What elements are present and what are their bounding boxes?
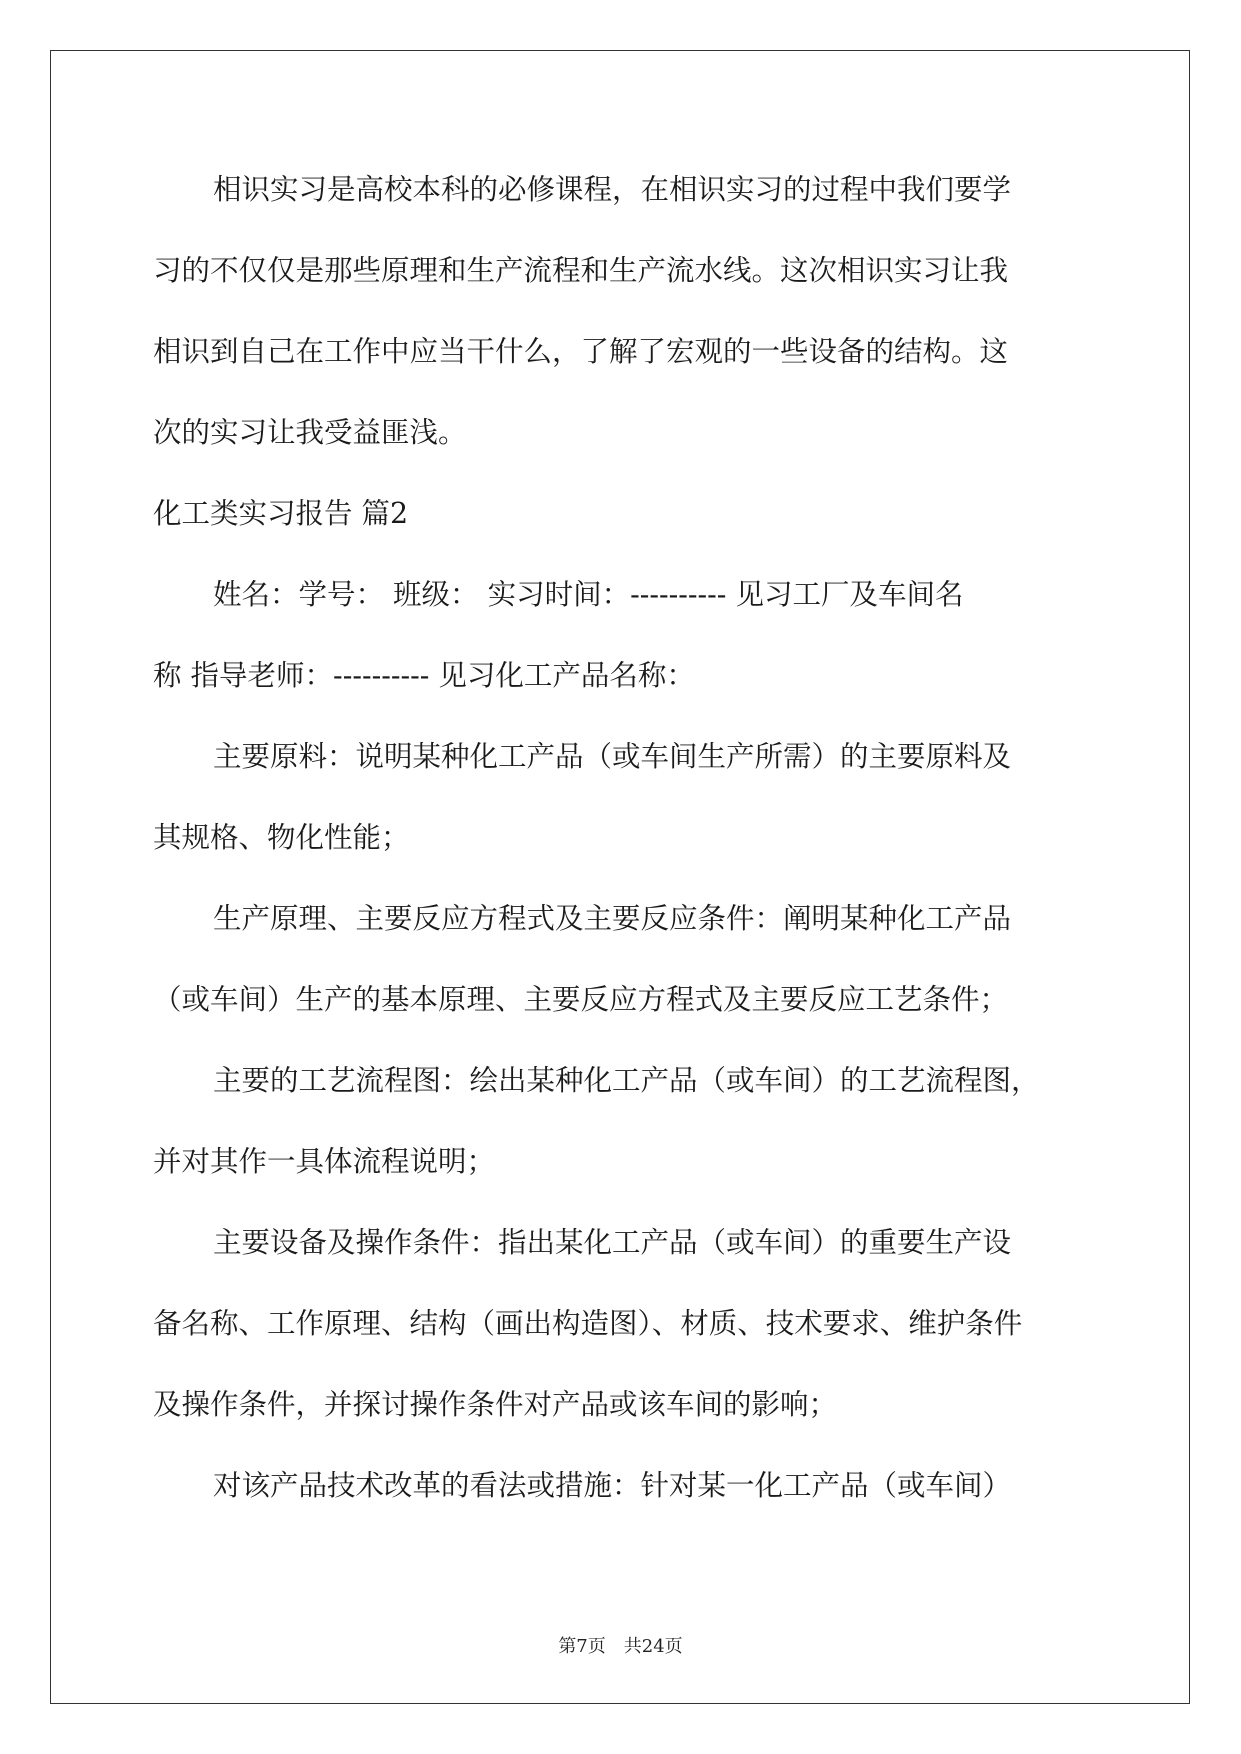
student-info-line-2: 称 指导老师：---------- 见习化工产品名称： bbox=[153, 659, 695, 692]
raw-materials-line-1: 主要原料：说明某种化工产品（或车间生产所需）的主要原料及 bbox=[213, 740, 1012, 773]
flowchart-line-2: 并对其作一具体流程说明； bbox=[153, 1145, 496, 1178]
page-border bbox=[50, 50, 1190, 1704]
reform-line-1: 对该产品技术改革的看法或措施：针对某一化工产品（或车间） bbox=[213, 1469, 1012, 1502]
equipment-line-1: 主要设备及操作条件：指出某化工产品（或车间）的重要生产设 bbox=[213, 1226, 1012, 1259]
principle-line-2: （或车间）生产的基本原理、主要反应方程式及主要反应工艺条件； bbox=[153, 983, 1009, 1016]
paragraph-1-line-3: 相识到自己在工作中应当干什么，了解了宏观的一些设备的结构。这 bbox=[153, 335, 1009, 368]
equipment-line-3: 及操作条件，并探讨操作条件对产品或该车间的影响； bbox=[153, 1388, 838, 1421]
principle-line-1: 生产原理、主要反应方程式及主要反应条件：阐明某种化工产品 bbox=[213, 902, 1012, 935]
equipment-line-2: 备名称、工作原理、结构（画出构造图）、材质、技术要求、维护条件 bbox=[153, 1307, 1023, 1340]
page-number-footer: 第7页 共24页 bbox=[558, 1636, 683, 1657]
paragraph-1-line-2: 习的不仅仅是那些原理和生产流程和生产流水线。这次相识实习让我 bbox=[153, 254, 1009, 287]
paragraph-1-line-1: 相识实习是高校本科的必修课程，在相识实习的过程中我们要学 bbox=[213, 173, 1012, 206]
student-info-line-1: 姓名：学号： 班级： 实习时间：---------- 见习工厂及车间名 bbox=[213, 578, 964, 611]
paragraph-1-line-4: 次的实习让我受益匪浅。 bbox=[153, 416, 467, 449]
raw-materials-line-2: 其规格、物化性能； bbox=[153, 821, 410, 854]
flowchart-line-1: 主要的工艺流程图：绘出某种化工产品（或车间）的工艺流程图， bbox=[213, 1064, 1040, 1097]
section-heading: 化工类实习报告 篇2 bbox=[153, 497, 409, 530]
